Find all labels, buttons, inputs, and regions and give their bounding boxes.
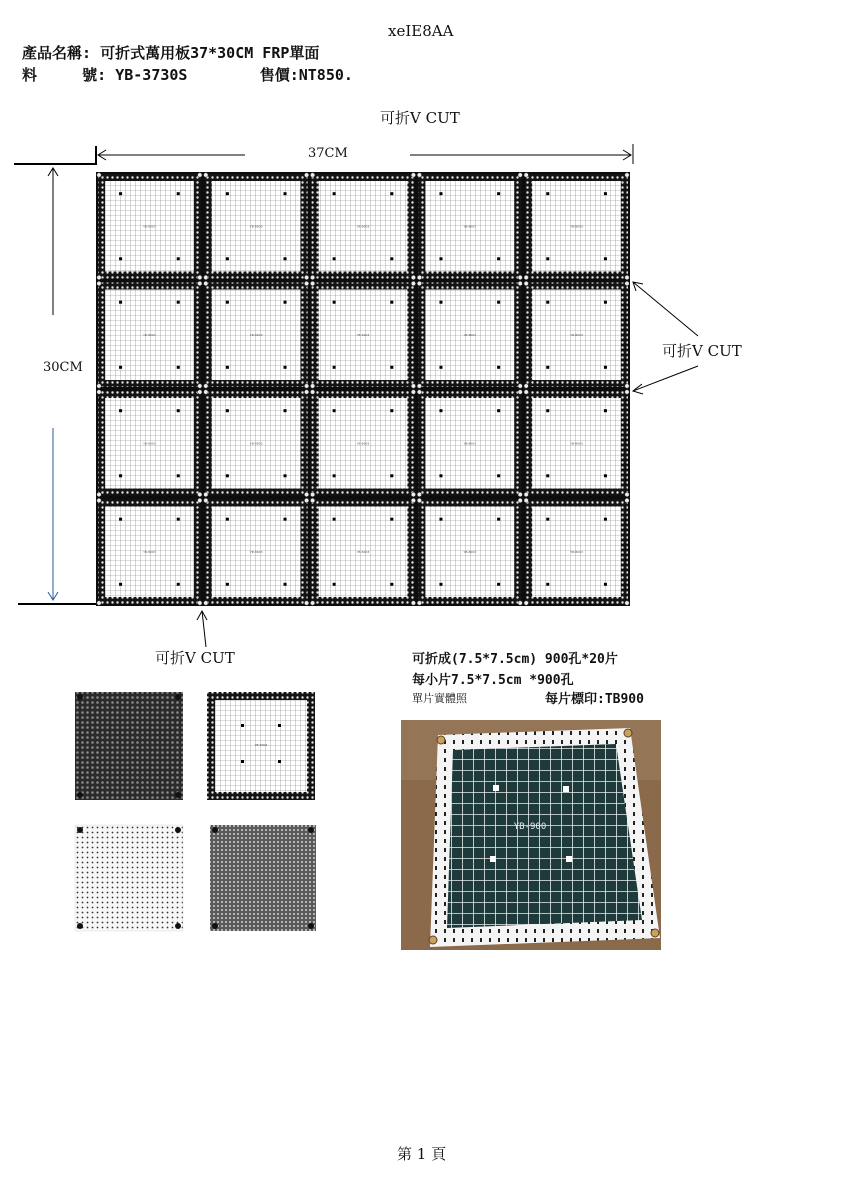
board-tile <box>97 281 202 388</box>
tile-label: YB-8003 <box>463 332 477 337</box>
tile-label: YB-8003 <box>570 224 583 229</box>
board-tile <box>204 173 309 280</box>
width-dimension-label: 37CM <box>308 146 348 161</box>
vcut-label-top: 可折V CUT <box>380 109 460 127</box>
vcut-label-right: 可折V CUT <box>662 342 742 360</box>
spec-line-2: 每小片7.5*7.5cm *900孔 <box>412 673 574 688</box>
tile-label: YB-8003 <box>249 332 263 337</box>
tile-label: YB-8003 <box>249 549 263 554</box>
board-tile <box>417 173 522 280</box>
board-tile <box>417 281 522 388</box>
document-code: xeIE8AA <box>388 22 454 40</box>
board-tile <box>204 281 309 388</box>
board-tile <box>204 498 309 605</box>
board-tile <box>97 498 202 605</box>
tile-label: YB-8003 <box>570 332 583 337</box>
tile-label: YB-8003 <box>463 441 477 446</box>
width-dimension-arrow <box>98 144 633 164</box>
tile-label: YB-8003 <box>356 441 370 446</box>
tile-label: YB-8003 <box>356 224 370 229</box>
product-photo <box>401 720 661 950</box>
product-name-label: 產品名稱: <box>22 44 92 62</box>
board-tile <box>97 390 202 497</box>
height-dimension-label: 30CM <box>43 360 83 375</box>
board-tile <box>524 173 629 280</box>
board-tile <box>204 390 309 497</box>
photo-board-label: YB-900 <box>513 822 547 832</box>
board-tile <box>417 390 522 497</box>
sample-board-grey <box>210 825 316 931</box>
board-tile <box>524 281 629 388</box>
part-no-label: 料 號: <box>22 66 107 84</box>
photo-caption: 單片實體照 <box>412 692 467 705</box>
board-tile <box>310 498 415 605</box>
board-sheet <box>96 172 630 606</box>
board-tile <box>417 498 522 605</box>
tile-label: YB-8003 <box>143 332 156 337</box>
sample-board-white <box>75 825 183 931</box>
price: 售價:NT850. <box>259 66 353 84</box>
board-tile <box>310 173 415 280</box>
tile-label: YB-8003 <box>570 441 583 446</box>
tile-label: YB-8003 <box>463 224 477 229</box>
sample-board-outline <box>207 692 315 800</box>
tile-label: YB-8003 <box>143 549 156 554</box>
tile-label: YB-8003 <box>463 549 477 554</box>
corner-bracket <box>14 146 96 604</box>
tile-label: YB-8003 <box>356 332 370 337</box>
spec-line-1: 可折成(7.5*7.5cm) 900孔*20片 <box>412 652 618 667</box>
product-name: 可折式萬用板37*30CM FRP單面 <box>100 44 320 62</box>
photo-board-grid <box>447 744 642 928</box>
tile-label: YB-8003 <box>249 441 263 446</box>
tile-label: YB-8003 <box>143 224 156 229</box>
tile-label: YB-8003 <box>249 224 263 229</box>
tile-label: YB-8003 <box>570 549 583 554</box>
board-tile <box>310 281 415 388</box>
vcut-label-bottom: 可折V CUT <box>155 649 235 667</box>
tile-label: YB-8003 <box>143 441 156 446</box>
sample-board-label: YB-8003 <box>254 743 268 747</box>
sample-board-dark <box>75 692 183 800</box>
tile-label: YB-8003 <box>356 549 370 554</box>
marking-spec: 每片標印:TB900 <box>545 692 644 707</box>
page-number: 第 1 頁 <box>397 1145 447 1163</box>
part-no: YB-3730S <box>115 66 188 84</box>
board-tile <box>524 498 629 605</box>
height-dimension-arrow <box>48 168 58 600</box>
board-tile <box>524 390 629 497</box>
board-tile <box>97 173 202 280</box>
board-tile <box>310 390 415 497</box>
